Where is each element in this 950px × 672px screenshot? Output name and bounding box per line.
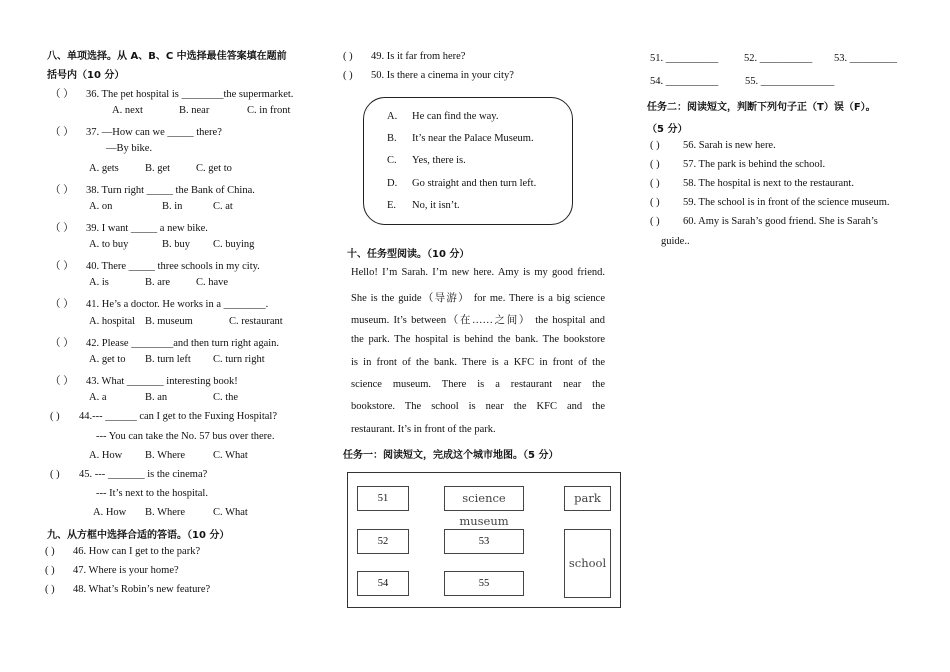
option-c: C. What (213, 507, 248, 518)
section-9-title: 九、从方框中选择合适的答语。（10 分） (47, 530, 230, 541)
question-text: 39. I want _____ a new bike. (86, 223, 208, 234)
option-a: A. hospital (89, 316, 136, 327)
answer-paren[interactable]: （ ） (50, 185, 74, 196)
question-text: 49. Is it far from here? (371, 51, 466, 62)
question-text: 37. —How can we _____ there? (86, 127, 222, 138)
option-a: A. to buy (89, 239, 129, 250)
question-57 (650, 159, 825, 170)
option-b: B. Where (145, 450, 186, 461)
question-50 (343, 70, 514, 81)
option-a: A. get to (89, 354, 126, 365)
blank-55[interactable]: 55. ______________ (745, 76, 835, 87)
question-text: 58. The hospital is next to the restaurant. (683, 178, 854, 189)
choice-text: Yes, there is. (412, 155, 466, 166)
option-c: C. buying (213, 239, 255, 250)
question-text: 46. How can I get to the park? (73, 546, 201, 557)
option-b: B. are (145, 277, 171, 288)
question-text: 50. Is there a cinema in your city? (371, 70, 514, 81)
question-60 (650, 216, 878, 227)
passage-line: museum. It’s between（在……之间） the hospital and (351, 315, 605, 326)
task-2-title: 任务二：阅读短文，判断下列句子正（T）误（F）。 (647, 102, 876, 113)
blank-51[interactable]: 51. __________ (650, 53, 719, 64)
choice-letter: C. (387, 155, 397, 166)
question-text: 59. The school is in front of the science museum. (683, 197, 890, 208)
option-c: C. the (213, 392, 239, 403)
answer-paren[interactable]: ( ) (650, 197, 660, 208)
blank-54[interactable]: 54. __________ (650, 76, 719, 87)
passage-line: Hello! I’m Sarah. I’m new here. Amy is my good friend. (351, 267, 605, 278)
option-c: C. What (213, 450, 248, 461)
answer-paren[interactable]: ( ) (650, 159, 660, 170)
question-text: 42. Please ________and then turn right again. (86, 338, 280, 349)
section-8-title-line1: 八、单项选择。从 A、B、C 中选择最佳答案填在题前 (47, 51, 287, 62)
question-59 (650, 197, 890, 208)
passage-line: the park. The hospital is behind the bank. The bookstore (351, 334, 605, 345)
choice-text: Go straight and then turn left. (412, 178, 537, 189)
answer-paren[interactable]: ( ) (343, 70, 353, 81)
choice-letter: E. (387, 200, 397, 211)
option-a: A. How (93, 507, 127, 518)
question-sub: —By bike. (106, 143, 153, 154)
option-b: B. get (145, 163, 171, 174)
option-c: C. have (196, 277, 229, 288)
option-b: B. turn left (145, 354, 191, 365)
section-8-title-line2: 括号内（10 分） (47, 70, 125, 81)
answer-paren[interactable]: ( ) (650, 140, 660, 151)
passage-line: She is the guide（导游） for me. There is a big science (351, 293, 605, 304)
question-text: 36. The pet hospital is ________the supermarket. (86, 89, 294, 100)
question-text: 40. There _____ three schools in my city. (86, 261, 260, 272)
blank-53[interactable]: 53. _________ (834, 53, 897, 64)
question-47 (45, 565, 179, 576)
question-46 (45, 546, 200, 557)
answer-paren[interactable]: ( ) (45, 546, 55, 557)
answer-paren[interactable]: ( ) (50, 411, 60, 422)
option-b: B. buy (162, 239, 191, 250)
question-text: 60. Amy is Sarah’s good friend. She is Sarah’s (683, 216, 878, 227)
passage-line: restaurant. It’s in front of the park. (351, 424, 496, 435)
option-c: C. restaurant (229, 316, 283, 327)
choice-letter: D. (387, 178, 398, 189)
option-a: A. next (112, 105, 143, 116)
choice-letter: A. (387, 111, 398, 122)
question-sub: --- It’s next to the hospital. (96, 488, 208, 499)
question-text: 44.--- ______ can I get to the Fuxing Hospital? (79, 411, 278, 422)
section-10-title: 十、任务型阅读。（10 分） (347, 249, 470, 260)
option-b: B. Where (145, 507, 186, 518)
answer-paren[interactable]: （ ） (50, 127, 74, 138)
passage-line: science museum. There is a restaurant near the (351, 379, 605, 390)
question-text: 47. Where is your home? (73, 565, 179, 576)
question-58 (650, 178, 854, 189)
option-c: C. in front (247, 105, 291, 116)
question-60-continued: guide.. (661, 236, 690, 247)
question-49 (343, 51, 465, 62)
answer-paren[interactable]: ( ) (650, 216, 660, 227)
question-48 (45, 584, 210, 595)
option-a: A. gets (89, 163, 119, 174)
option-b: B. in (162, 201, 183, 212)
map-cell-science-museum: science museum (444, 486, 524, 511)
choice-text: It’s near the Palace Museum. (412, 133, 534, 144)
option-c: C. at (213, 201, 233, 212)
answer-paren[interactable]: （ ） (50, 223, 74, 234)
answer-paren[interactable]: ( ) (650, 178, 660, 189)
question-text: 41. He’s a doctor. He works in a ________. (86, 299, 269, 310)
option-b: B. near (179, 105, 210, 116)
option-b: B. museum (145, 316, 193, 327)
answer-paren[interactable]: （ ） (50, 261, 74, 272)
map-cell-school: school (564, 529, 611, 598)
question-56 (650, 140, 776, 151)
option-c: C. get to (196, 163, 232, 174)
map-cell-55: 55 (444, 571, 524, 596)
map-cell-park: park (564, 486, 611, 511)
passage-line: bookstore. The school is near the KFC and the (351, 401, 605, 412)
question-text: 45. --- _______ is the cinema? (79, 469, 208, 480)
answer-paren[interactable]: （ ） (50, 376, 74, 387)
option-a: A. on (89, 201, 113, 212)
question-text: 38. Turn right _____ the Bank of China. (86, 185, 255, 196)
choice-text: He can find the way. (412, 111, 499, 122)
option-b: B. an (145, 392, 168, 403)
choice-text: No, it isn’t. (412, 200, 460, 211)
option-a: A. a (89, 392, 107, 403)
question-text: 48. What’s Robin’s new feature? (73, 584, 211, 595)
map-cell-52: 52 (357, 529, 409, 554)
map-cell-54: 54 (357, 571, 409, 596)
map-cell-51: 51 (357, 486, 409, 511)
question-sub: --- You can take the No. 57 bus over there. (96, 431, 275, 442)
answer-paren[interactable]: （ ） (50, 299, 74, 310)
task-1-title: 任务一：阅读短文，完成这个城市地图。（5 分） (343, 450, 559, 461)
question-text: 57. The park is behind the school. (683, 159, 826, 170)
answer-paren[interactable]: （ ） (50, 89, 74, 100)
question-text: 56. Sarah is new here. (683, 140, 776, 151)
passage-line: is in front of the bank. There is a KFC in front of the (351, 357, 605, 368)
blank-52[interactable]: 52. __________ (744, 53, 813, 64)
answer-paren[interactable]: ( ) (45, 584, 55, 595)
answer-paren[interactable]: （ ） (50, 338, 74, 349)
choice-letter: B. (387, 133, 397, 144)
option-a: A. How (89, 450, 123, 461)
question-text: 43. What _______ interesting book! (86, 376, 238, 387)
answer-paren[interactable]: ( ) (45, 565, 55, 576)
answer-paren[interactable]: ( ) (50, 469, 60, 480)
option-c: C. turn right (213, 354, 265, 365)
map-cell-53: 53 (444, 529, 524, 554)
task-2-score: （5 分） (647, 124, 688, 135)
answer-paren[interactable]: ( ) (343, 51, 353, 62)
option-a: A. is (89, 277, 109, 288)
